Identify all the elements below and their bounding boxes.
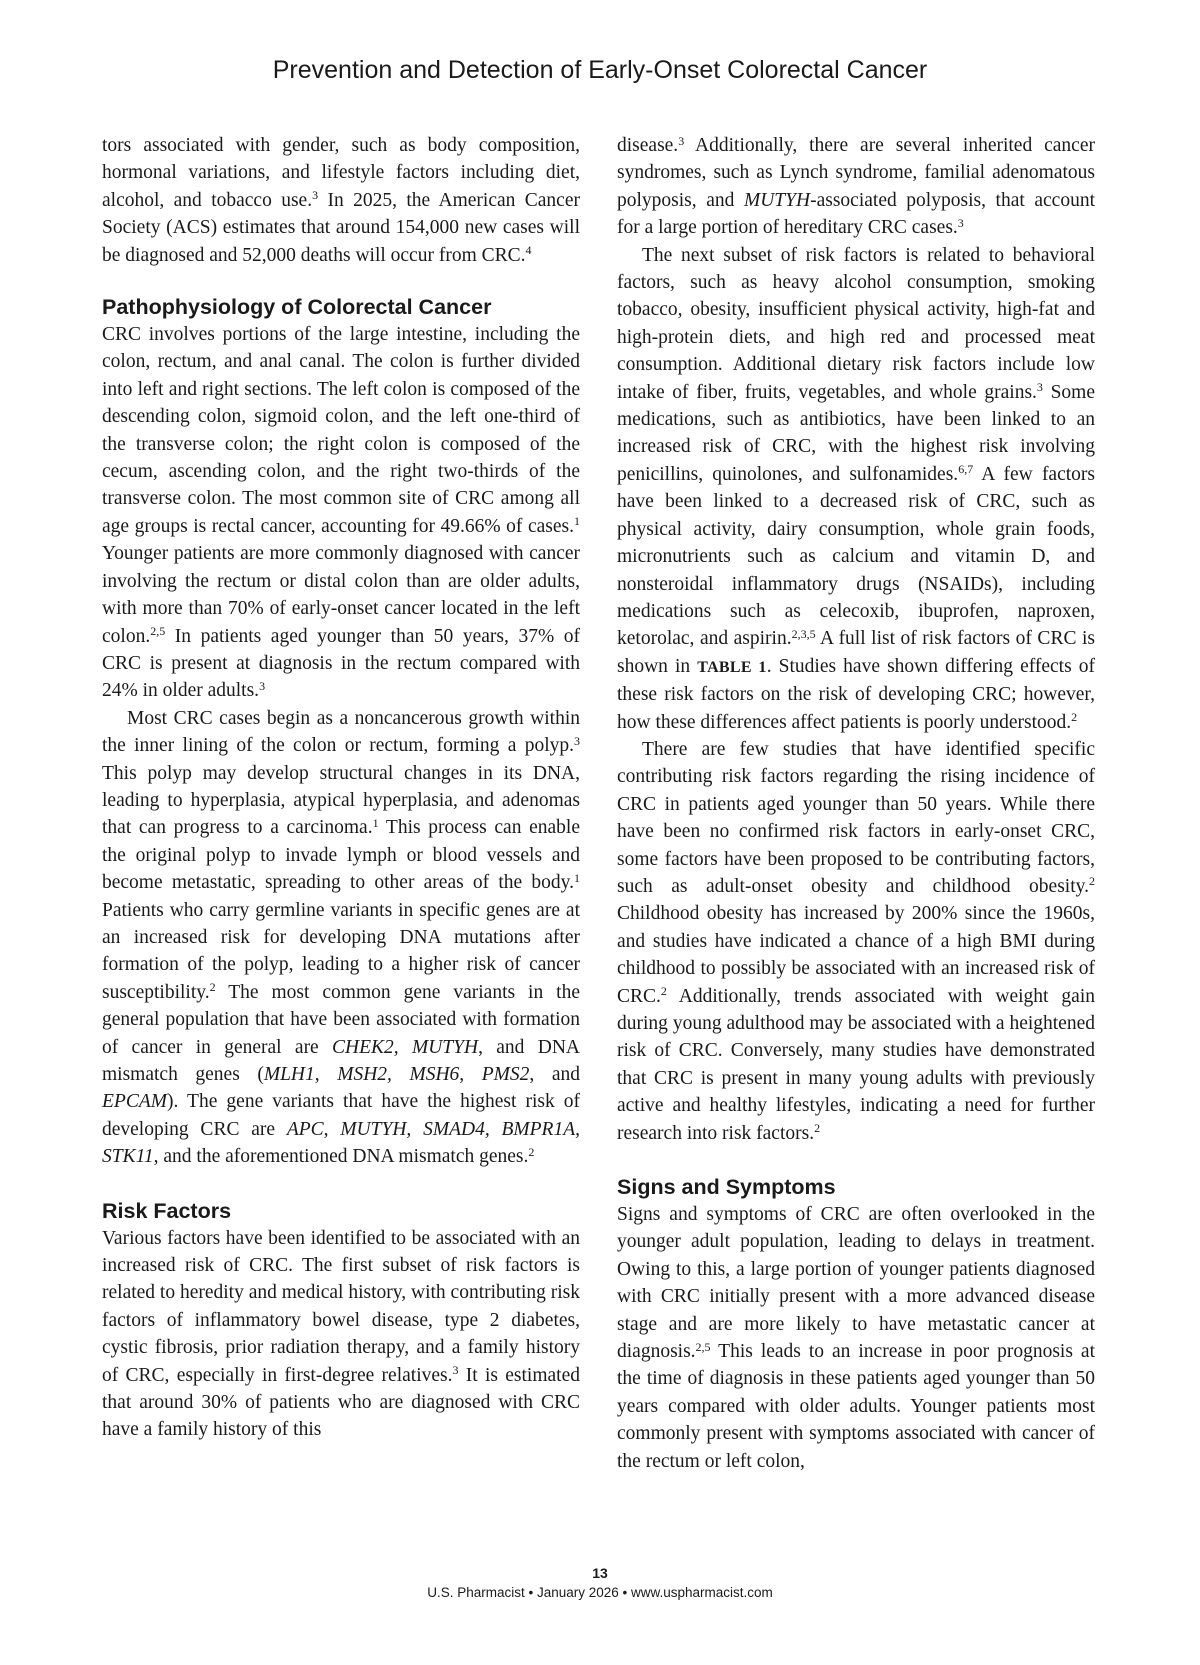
text-run: , and the aforementioned DNA mismatch genes. — [153, 1146, 529, 1168]
citation: 2 — [1071, 710, 1078, 725]
citation: 3 — [957, 215, 964, 230]
citation: 1 — [574, 870, 580, 885]
text-run: The most common gene variants in the general population that have been associated with formation of cancer in general are — [102, 981, 580, 1058]
citation: 4 — [525, 243, 532, 258]
gene-names: EPCAM — [102, 1091, 167, 1113]
running-head: Prevention and Detection of Early-Onset Colorectal Cancer — [272, 56, 928, 84]
text-run: Childhood obesity has increased by 200% since the 1960s, and studies have indicated a chance of a high BMI during childhood to possibly be associated with an increased risk of CRC. — [617, 903, 1095, 1007]
text-run: Some medications, such as antibiotics, have been linked to an increased risk of CRC, with the highest risk involving penicillins, quinolones, and sulfonamides. — [617, 381, 1095, 485]
text-run: ). The gene variants that have the highest risk of developing CRC are — [102, 1091, 580, 1140]
citation: 3 — [312, 188, 319, 203]
text-run: Various factors have been identified to be associated with an increased risk of CRC. The first subset of risk factors is related to heredity and medical history, with contributing risk factors of inflammatory bowel disease, type 2 diabetes, cystic fibrosis, prior radiation therapy, and a family history of CRC, especially in first-degree relatives. — [102, 1227, 580, 1386]
citation: 2,3,5 — [791, 626, 816, 641]
text-run: A full list of risk factors of CRC is shown in — [617, 628, 1095, 677]
text-run: It is estimated that around 30% of patients who are diagnosed with CRC have a family history of this — [102, 1364, 580, 1441]
text-run: Most CRC cases begin as a noncancerous growth within the inner lining of the colon or rectum, forming a polyp. — [102, 707, 580, 757]
citation: 1 — [372, 815, 379, 830]
citation: 2 — [1089, 874, 1095, 889]
text-run: In 2025, the American Cancer Society (ACS) estimates that around 154,000 new cases will be diagnosed and 52,000 deaths will occur from CRC. — [102, 189, 580, 266]
text-run: Signs and symptoms of CRC are often overlooked in the younger adult population, leading to delays in treatment. Owing to this, a large portion of younger patients diagnosed with CRC initially present with a more advanced disease stage and are more likely to have metastatic cancer at diagnosis. — [617, 1204, 1095, 1363]
citation: 3 — [259, 678, 266, 693]
text-run: This polyp may develop structural changes in its DNA, leading to hyperplasia, atypical hyperplasia, and adenomas that can progress to a carcinoma. — [102, 762, 580, 839]
table-reference: TABLE 1 — [697, 658, 767, 676]
paragraph — [102, 705, 580, 1171]
section-heading-pathophysiology: Pathophysiology of Colorectal Cancer — [102, 295, 492, 320]
right-column — [617, 132, 1095, 1475]
text-run: -associated polyposis, that account for a large portion of hereditary CRC cases. — [617, 189, 1096, 239]
text-run: . Studies have shown differing effects of these risk factors on the risk of developing CRC; however, how these differences affect patients is poorly understood. — [617, 655, 1096, 733]
citation: 2,5 — [695, 1339, 711, 1354]
citation: 3 — [452, 1363, 459, 1378]
text-run: Patients who carry germline variants in specific genes are at an increased risk for developing DNA mutations after formation of the polyp, leading to a higher risk of cancer susceptibility. — [102, 899, 580, 1003]
left-column — [102, 132, 580, 1444]
citation: 3 — [678, 133, 685, 148]
text-run: A few factors have been linked to a decreased risk of CRC, such as physical activity, dairy consumption, whole grain foods, micronutrients such as calcium and vitamin D, and nonsteroidal inflammatory drugs (NSAIDs), including medications such as celecoxib, ibuprofen, naproxen, ketorolac, and aspirin. — [617, 463, 1095, 650]
citation: 2 — [660, 984, 667, 999]
footer-publication-line: U.S. Pharmacist • January 2026 • www.uspharmacist.com — [427, 1585, 773, 1600]
paragraph — [102, 1225, 580, 1444]
text-run: , and — [529, 1064, 581, 1085]
gene-names: MUTYH — [743, 189, 811, 211]
paragraph — [102, 132, 580, 269]
page-number: 13 — [592, 1565, 608, 1581]
text-run: This process can enable the original polyp to invade lymph or blood vessels and become metastatic, spreading to other areas of the body. — [102, 817, 580, 894]
gene-names: APC, MUTYH, SMAD4, BMPR1A, STK11 — [102, 1118, 580, 1168]
section-heading-risk-factors: Risk Factors — [102, 1198, 232, 1223]
text-run: Younger patients are more commonly diagnosed with cancer involving the rectum or distal colon than are older adults, with more than 70% of early-onset cancer located in the left colon. — [102, 543, 580, 647]
citation: 2 — [209, 980, 216, 995]
text-run: In patients aged younger than 50 years, 37% of CRC is present at diagnosis in the rectum compared with 24% in older adults. — [102, 625, 580, 702]
paragraph — [102, 321, 580, 705]
section-heading-signs-symptoms: Signs and Symptoms — [617, 1175, 836, 1200]
citation: 2 — [814, 1121, 821, 1136]
text-run: disease. — [617, 135, 679, 156]
text-run: , and DNA mismatch genes ( — [102, 1036, 580, 1085]
citation: 6,7 — [958, 462, 974, 477]
citation: 1 — [574, 514, 580, 529]
text-run: There are few studies that have identified specific contributing risk factors regarding the rising incidence of CRC in patients aged younger than 50 years. While there have been no confirmed risk factors in early-onset CRC, some factors have been proposed to be contributing factors, such as adult-onset obesity and childhood obesity. — [617, 738, 1095, 897]
paragraph — [617, 1201, 1095, 1475]
citation: 2,5 — [150, 624, 166, 638]
gene-names: MLH1, MSH2, MSH6, PMS2 — [263, 1064, 530, 1085]
gene-names: CHEK2, MUTYH — [332, 1036, 479, 1058]
citation: 3 — [574, 733, 580, 748]
text-run: This leads to an increase in poor prognosis at the time of diagnosis in these patients aged younger than 50 years compared with older adults. Younger patients most commonly present with symptoms associated with cancer of the rectum or left colon, — [617, 1341, 1095, 1472]
text-run: Additionally, trends associated with weight gain during young adulthood may be associated with a heightened risk of CRC. Conversely, many studies have demonstrated that CRC is present in many young adults with previously active and healthy lifestyles, indicating a need for further research into risk factors. — [617, 985, 1095, 1144]
paragraph — [617, 132, 1095, 242]
citation: 2 — [528, 1144, 535, 1159]
text-run: The next subset of risk factors is related to behavioral factors, such as heavy alcohol consumption, smoking tobacco, obesity, insufficient physical activity, high-fat and high-protein diets, and high red and processed meat consumption. Additional dietary risk factors include low intake of fiber, fruits, vegetables, and whole grains. — [617, 244, 1095, 403]
paragraph — [617, 242, 1095, 736]
text-run: Additionally, there are several inherited cancer syndromes, such as Lynch syndrome, familial adenomatous polyposis, and — [617, 135, 1095, 211]
text-run: CRC involves portions of the large intestine, including the colon, rectum, and anal canal. The colon is further divided into left and right sections. The left colon is composed of the descending colon, sigmoid colon, and the left one-third of the transverse colon; the right colon is composed of the cecum, ascending colon, and the right two-thirds of the transverse colon. The most common site of CRC among all age groups is rectal cancer, accounting for 49.66% of cases. — [102, 324, 580, 537]
text-run: tors associated with gender, such as body composition, hormonal variations, and lifestyle factors including diet, alcohol, and tobacco use. — [102, 135, 580, 211]
citation: 3 — [1036, 380, 1043, 395]
paragraph — [617, 736, 1095, 1147]
